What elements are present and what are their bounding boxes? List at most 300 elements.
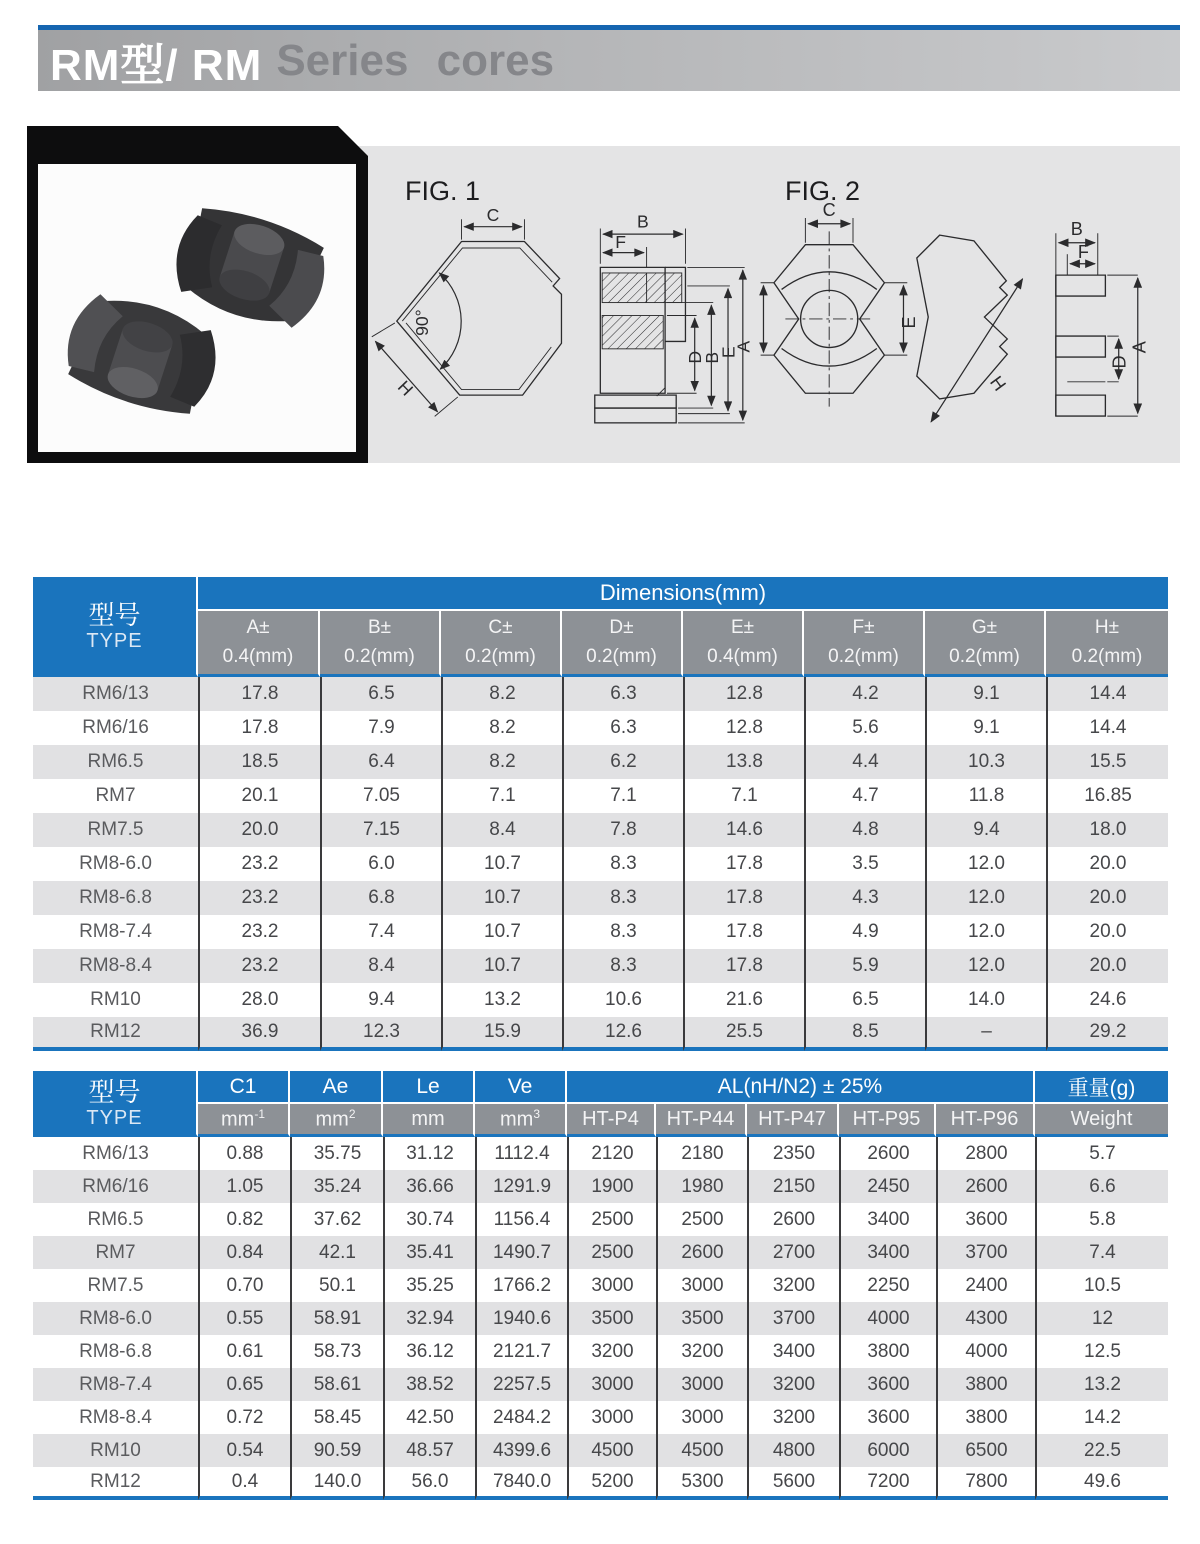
page-title-en: Series cores	[276, 35, 555, 85]
product-photo	[38, 164, 356, 452]
cell: 2121.7	[475, 1335, 567, 1368]
cell: 13.2	[441, 983, 562, 1017]
dims-header-row	[33, 577, 1168, 611]
table-row	[33, 711, 1168, 745]
fig1-dim-f: F	[615, 231, 627, 252]
cell: 25.5	[683, 1017, 804, 1051]
row-type: RM12	[33, 1467, 198, 1500]
cell: 14.6	[683, 813, 804, 847]
fig1-dim-e: E	[718, 346, 739, 359]
properties-table	[33, 1071, 1168, 1500]
cell: 1156.4	[475, 1203, 567, 1236]
cell: 6.5	[320, 677, 441, 711]
cell: 6.3	[562, 711, 683, 745]
table-row	[33, 1467, 1168, 1500]
cell: 7.8	[562, 813, 683, 847]
row-type: RM6/13	[33, 677, 198, 711]
cell: 1980	[656, 1170, 747, 1203]
table-row	[33, 1401, 1168, 1434]
table-row	[33, 881, 1168, 915]
cell: 3000	[656, 1368, 747, 1401]
cell: 0.82	[198, 1203, 290, 1236]
row-type: RM7	[33, 779, 198, 813]
cell: 14.0	[925, 983, 1046, 1017]
fig1-dim-c: C	[486, 205, 500, 226]
cell: 30.74	[383, 1203, 475, 1236]
table-row	[33, 847, 1168, 881]
cell: 28.0	[198, 983, 320, 1017]
cell: 20.0	[1046, 949, 1168, 983]
cell: 8.5	[804, 1017, 925, 1051]
cell: 12	[1035, 1302, 1168, 1335]
cell: 5600	[747, 1467, 839, 1500]
core-bottom	[56, 284, 228, 424]
material-header: HT-P47	[747, 1104, 839, 1137]
cell: 2500	[656, 1203, 747, 1236]
cell: 6.5	[804, 983, 925, 1017]
unit-header: $mm^{-1}$	[198, 1104, 290, 1137]
cell: 5200	[567, 1467, 656, 1500]
cell: 6000	[839, 1434, 936, 1467]
cell: 36.9	[198, 1017, 320, 1051]
cell: 58.91	[290, 1302, 383, 1335]
props-subheader-row	[33, 1104, 1168, 1137]
cell: 4300	[936, 1302, 1035, 1335]
cell: 14.4	[1046, 677, 1168, 711]
cell: 7840.0	[475, 1467, 567, 1500]
cell: 37.62	[290, 1203, 383, 1236]
cell: 5.7	[1035, 1137, 1168, 1170]
fig2-dim-b: B	[1070, 219, 1083, 240]
cell: 5.6	[804, 711, 925, 745]
cell: 3000	[567, 1401, 656, 1434]
type-column-header	[33, 1071, 198, 1137]
column-letter: D±	[609, 617, 634, 638]
cell: 2257.5	[475, 1368, 567, 1401]
row-type: RM12	[33, 1017, 198, 1051]
cell: 8.3	[562, 881, 683, 915]
cell: 36.66	[383, 1170, 475, 1203]
cell: 23.2	[198, 949, 320, 983]
column-letter: E±	[730, 617, 755, 638]
dims-subheader-row	[33, 611, 1168, 677]
column-letter: G±	[971, 617, 998, 638]
cell: 3800	[936, 1401, 1035, 1434]
fig2-section-view	[1056, 219, 1150, 416]
cell: 9.4	[925, 813, 1046, 847]
cell: 3000	[567, 1368, 656, 1401]
cell: 0.61	[198, 1335, 290, 1368]
cell: 8.3	[562, 847, 683, 881]
cell: 3500	[656, 1302, 747, 1335]
fig1-dim-b-top: B	[637, 211, 649, 232]
page-title-bar	[38, 30, 1180, 91]
cell: 20.0	[1046, 915, 1168, 949]
table-row	[33, 1434, 1168, 1467]
cell: 21.6	[683, 983, 804, 1017]
cell: 6500	[936, 1434, 1035, 1467]
row-type: RM10	[33, 1434, 198, 1467]
table-row	[33, 1269, 1168, 1302]
cell: 4800	[747, 1434, 839, 1467]
cell: 3800	[839, 1335, 936, 1368]
column-header	[1046, 611, 1168, 677]
cell: 17.8	[198, 711, 320, 745]
unit-header: $mm^2$	[290, 1104, 383, 1137]
row-type: RM8-6.8	[33, 1335, 198, 1368]
cell: 13.8	[683, 745, 804, 779]
fig2-dim-c: C	[822, 200, 836, 221]
cell: 2484.2	[475, 1401, 567, 1434]
cell: 1490.7	[475, 1236, 567, 1269]
column-tolerance: 0.2(mm)	[586, 646, 657, 667]
cell: 0.88	[198, 1137, 290, 1170]
weight-header: 重量(g)	[1035, 1071, 1168, 1104]
cell: 2600	[936, 1170, 1035, 1203]
cell: 58.45	[290, 1401, 383, 1434]
cell: 7.1	[562, 779, 683, 813]
cell: 6.3	[562, 677, 683, 711]
cell: 2800	[936, 1137, 1035, 1170]
column-tolerance: 0.2(mm)	[949, 646, 1020, 667]
cell: 3800	[936, 1368, 1035, 1401]
table-row	[33, 745, 1168, 779]
dims-table-body	[33, 677, 1168, 1051]
cell: 0.72	[198, 1401, 290, 1434]
cell: 3600	[839, 1368, 936, 1401]
cell: 7.15	[320, 813, 441, 847]
cell: 7.4	[320, 915, 441, 949]
cell: 3400	[747, 1335, 839, 1368]
row-type: RM6.5	[33, 745, 198, 779]
cell: 3700	[747, 1302, 839, 1335]
cell: 13.2	[1035, 1368, 1168, 1401]
cell: 4399.6	[475, 1434, 567, 1467]
table-row	[33, 1236, 1168, 1269]
cell: 12.0	[925, 949, 1046, 983]
cell: 29.2	[1046, 1017, 1168, 1051]
row-type: RM8-8.4	[33, 949, 198, 983]
cell: 2450	[839, 1170, 936, 1203]
cell: 4.9	[804, 915, 925, 949]
cell: 3200	[656, 1335, 747, 1368]
table-row	[33, 1137, 1168, 1170]
cell: 23.2	[198, 915, 320, 949]
table-row	[33, 813, 1168, 847]
table-row	[33, 1203, 1168, 1236]
cell: 0.70	[198, 1269, 290, 1302]
cell: 36.12	[383, 1335, 475, 1368]
cell: 7.9	[320, 711, 441, 745]
type-header-zh: 型号	[88, 1076, 141, 1107]
cell: 7.4	[1035, 1236, 1168, 1269]
fig2-label: FIG. 2	[785, 176, 861, 206]
cell: 3000	[567, 1269, 656, 1302]
table-row	[33, 915, 1168, 949]
type-header-en: TYPE	[86, 629, 143, 652]
cell: 17.8	[683, 915, 804, 949]
props-header-row	[33, 1071, 1168, 1104]
table-row	[33, 949, 1168, 983]
cell: 38.52	[383, 1368, 475, 1401]
table-row	[33, 983, 1168, 1017]
cell: 140.0	[290, 1467, 383, 1500]
cell: 56.0	[383, 1467, 475, 1500]
cell: 6.6	[1035, 1170, 1168, 1203]
cell: 90.59	[290, 1434, 383, 1467]
cell: 12.8	[683, 711, 804, 745]
cell: 10.5	[1035, 1269, 1168, 1302]
cell: 2150	[747, 1170, 839, 1203]
cell: 10.7	[441, 881, 562, 915]
fig1-label: FIG. 1	[405, 176, 481, 206]
cell: 6.0	[320, 847, 441, 881]
cell: 2250	[839, 1269, 936, 1302]
material-header: HT-P95	[839, 1104, 936, 1137]
fig1-dim-b-side: B	[701, 351, 722, 364]
cell: 58.61	[290, 1368, 383, 1401]
cell: 5.8	[1035, 1203, 1168, 1236]
cell: 20.1	[198, 779, 320, 813]
cell: 3400	[839, 1236, 936, 1269]
al-group-header: AL(nH/N2) ± 25%	[567, 1071, 1035, 1104]
cell: 3000	[656, 1401, 747, 1434]
cell: 0.4	[198, 1467, 290, 1500]
unit-header: $mm^3$	[475, 1104, 567, 1137]
fig2-bottom-view	[761, 200, 919, 406]
cell: 10.7	[441, 915, 562, 949]
cell: 17.8	[683, 847, 804, 881]
type-header-zh: 型号	[88, 599, 141, 630]
cell: 2400	[936, 1269, 1035, 1302]
fig2-dim-f: F	[1077, 242, 1089, 262]
cell: 42.50	[383, 1401, 475, 1434]
cell: 0.84	[198, 1236, 290, 1269]
row-type: RM7.5	[33, 1269, 198, 1302]
table-row	[33, 1335, 1168, 1368]
cell: 4.4	[804, 745, 925, 779]
cell: 2350	[747, 1137, 839, 1170]
cell: 8.3	[562, 949, 683, 983]
cell: 6.2	[562, 745, 683, 779]
column-header	[683, 611, 804, 677]
cell: 2700	[747, 1236, 839, 1269]
cell: 18.5	[198, 745, 320, 779]
cell: 7200	[839, 1467, 936, 1500]
column-letter: B±	[367, 617, 392, 638]
row-type: RM6/16	[33, 711, 198, 745]
fig1-dim-h: H	[393, 376, 418, 400]
weight-subheader: Weight	[1035, 1104, 1168, 1137]
cell: 6.8	[320, 881, 441, 915]
cell: 1.05	[198, 1170, 290, 1203]
column-letter: C±	[488, 617, 513, 638]
fig2-angled-view	[917, 235, 1023, 422]
column-tolerance: 0.4(mm)	[707, 646, 778, 667]
cell: 9.1	[925, 677, 1046, 711]
column-tolerance: 0.2(mm)	[465, 646, 536, 667]
cell: 3400	[839, 1203, 936, 1236]
cell: 3700	[936, 1236, 1035, 1269]
cell: 15.9	[441, 1017, 562, 1051]
dimensions-group-header: Dimensions(mm)	[198, 577, 1168, 611]
column-header	[925, 611, 1046, 677]
cell: 1291.9	[475, 1170, 567, 1203]
cell: 4.8	[804, 813, 925, 847]
column-tolerance: 0.2(mm)	[344, 646, 415, 667]
cell: 1112.4	[475, 1137, 567, 1170]
unit-header: mm	[383, 1104, 475, 1137]
cell: 0.55	[198, 1302, 290, 1335]
table-row	[33, 1368, 1168, 1401]
cell: 6.4	[320, 745, 441, 779]
column-tolerance: 0.2(mm)	[828, 646, 899, 667]
cell: 2180	[656, 1137, 747, 1170]
type-column-header	[33, 577, 198, 677]
cell: 2600	[656, 1236, 747, 1269]
cell: 20.0	[198, 813, 320, 847]
cell: 4000	[936, 1335, 1035, 1368]
cell: 11.8	[925, 779, 1046, 813]
cell: 3200	[747, 1368, 839, 1401]
cell: 12.0	[925, 847, 1046, 881]
cell: 3.5	[804, 847, 925, 881]
cell: 5.9	[804, 949, 925, 983]
cell: 2500	[567, 1236, 656, 1269]
column-header: C1	[198, 1071, 290, 1104]
cell: 7.05	[320, 779, 441, 813]
material-header: HT-P4	[567, 1104, 656, 1137]
cell: 14.4	[1046, 711, 1168, 745]
column-header	[562, 611, 683, 677]
cell: 9.1	[925, 711, 1046, 745]
table-row	[33, 677, 1168, 711]
column-header	[804, 611, 925, 677]
row-type: RM8-6.0	[33, 1302, 198, 1335]
rm-cores-illustration	[38, 164, 356, 452]
cell: 10.7	[441, 949, 562, 983]
fig1-dim-d: D	[685, 350, 706, 364]
cell: 3500	[567, 1302, 656, 1335]
column-header	[320, 611, 441, 677]
fig2-dim-h: H	[985, 372, 1010, 395]
cell: 16.85	[1046, 779, 1168, 813]
cell: 20.0	[1046, 881, 1168, 915]
cell: 14.2	[1035, 1401, 1168, 1434]
props-table-body	[33, 1137, 1168, 1500]
cell: 17.8	[683, 881, 804, 915]
page-title-zh: RM型/ RM	[50, 40, 263, 90]
cell: 17.8	[198, 677, 320, 711]
table-row	[33, 1302, 1168, 1335]
cell: 10.7	[441, 847, 562, 881]
cell: 4500	[656, 1434, 747, 1467]
cell: 3600	[936, 1203, 1035, 1236]
cell: 2120	[567, 1137, 656, 1170]
cell: 10.3	[925, 745, 1046, 779]
column-header	[441, 611, 562, 677]
table-row	[33, 1017, 1168, 1051]
cell: –	[925, 1017, 1046, 1051]
cell: 0.54	[198, 1434, 290, 1467]
column-header: Ve	[475, 1071, 567, 1104]
column-header: Ae	[290, 1071, 383, 1104]
cell: 4.2	[804, 677, 925, 711]
fig2-drawing	[753, 194, 1153, 442]
row-type: RM6/13	[33, 1137, 198, 1170]
type-header-en: TYPE	[86, 1106, 143, 1129]
fig1-dim-angle: 90°	[412, 309, 433, 336]
cell: 58.73	[290, 1335, 383, 1368]
cell: 8.2	[441, 711, 562, 745]
cell: 7800	[936, 1467, 1035, 1500]
cell: 4000	[839, 1302, 936, 1335]
fig2-dim-e: E	[898, 316, 919, 329]
cell: 18.0	[1046, 813, 1168, 847]
cell: 8.4	[320, 949, 441, 983]
cell: 23.2	[198, 847, 320, 881]
row-type: RM7.5	[33, 813, 198, 847]
cell: 2500	[567, 1203, 656, 1236]
cell: 3600	[839, 1401, 936, 1434]
row-type: RM8-6.0	[33, 847, 198, 881]
row-type: RM8-7.4	[33, 915, 198, 949]
cell: 22.5	[1035, 1434, 1168, 1467]
cell: 4.3	[804, 881, 925, 915]
cell: 48.57	[383, 1434, 475, 1467]
cell: 10.6	[562, 983, 683, 1017]
table-row	[33, 779, 1168, 813]
cell: 35.24	[290, 1170, 383, 1203]
material-header: HT-P44	[656, 1104, 747, 1137]
cell: 12.8	[683, 677, 804, 711]
fig2-dim-d: D	[1109, 355, 1130, 369]
cell: 4.7	[804, 779, 925, 813]
column-header: Le	[383, 1071, 475, 1104]
row-type: RM8-6.8	[33, 881, 198, 915]
column-tolerance: 0.4(mm)	[222, 646, 294, 667]
cell: 31.12	[383, 1137, 475, 1170]
dimensions-table	[33, 577, 1168, 1051]
cell: 3200	[747, 1401, 839, 1434]
cell: 5300	[656, 1467, 747, 1500]
cell: 17.8	[683, 949, 804, 983]
cell: 7.1	[683, 779, 804, 813]
cell: 20.0	[1046, 847, 1168, 881]
cell: 49.6	[1035, 1467, 1168, 1500]
fig1-dim-a: A	[733, 340, 753, 353]
cell: 4500	[567, 1434, 656, 1467]
cell: 8.3	[562, 915, 683, 949]
cell: 35.25	[383, 1269, 475, 1302]
column-letter: F±	[852, 617, 875, 638]
cell: 3200	[567, 1335, 656, 1368]
column-letter: A±	[246, 617, 270, 638]
cell: 8.2	[441, 677, 562, 711]
cell: 1766.2	[475, 1269, 567, 1302]
cell: 32.94	[383, 1302, 475, 1335]
cell: 24.6	[1046, 983, 1168, 1017]
cell: 12.0	[925, 881, 1046, 915]
cell: 9.4	[320, 983, 441, 1017]
cell: 23.2	[198, 881, 320, 915]
cell: 3000	[656, 1269, 747, 1302]
fig1-drawing	[369, 198, 753, 446]
row-type: RM6.5	[33, 1203, 198, 1236]
product-photo-frame	[27, 126, 368, 463]
row-type: RM10	[33, 983, 198, 1017]
row-type: RM7	[33, 1236, 198, 1269]
